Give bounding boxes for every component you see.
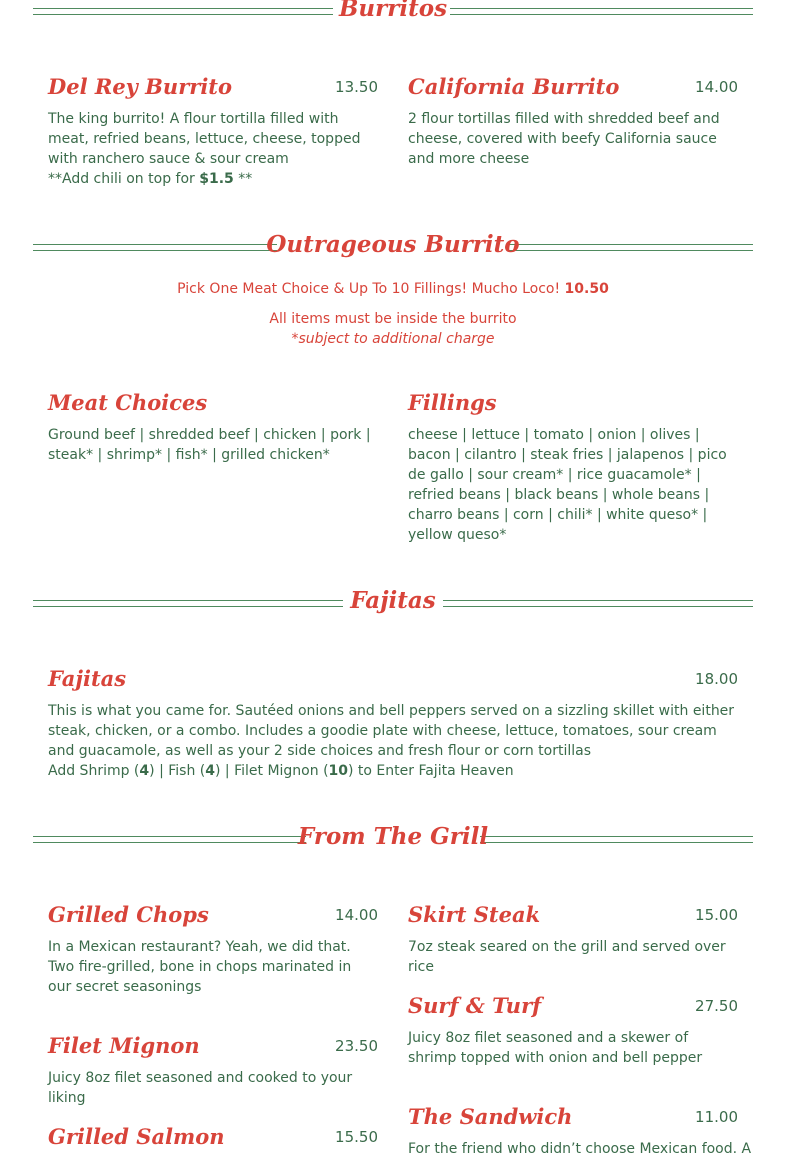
- fillings-title: Fillings: [408, 390, 497, 415]
- fajitas-add-text: ) | Filet Mignon (: [215, 763, 329, 779]
- item-price-filet-mignon: 23.50: [335, 1037, 378, 1055]
- item-title-filet-mignon: Filet Mignon: [48, 1033, 200, 1058]
- section-header-from-the-grill: [33, 824, 753, 854]
- fajitas-add-text: ) | Fish (: [149, 763, 206, 779]
- item-price-surf-and-turf: 27.50: [695, 997, 738, 1015]
- item-title-california-burrito: California Burrito: [408, 74, 620, 99]
- filet-addon-price: 10: [328, 763, 349, 779]
- item-price-skirt-steak: 15.00: [695, 906, 738, 924]
- pitch-text: Pick One Meat Choice & Up To 10 Fillings! Mucho Loco!: [177, 281, 565, 297]
- section-title-fajitas: Fajitas: [350, 587, 436, 614]
- item-title-fajitas: Fajitas: [48, 666, 127, 691]
- meat-choices-title: Meat Choices: [48, 390, 208, 415]
- item-title-grilled-salmon: Grilled Salmon: [48, 1124, 225, 1149]
- section-header-outrageous-burrito: [33, 232, 753, 262]
- section-title-burritos: Burritos: [338, 0, 448, 22]
- item-title-surf-and-turf: Surf & Turf: [408, 993, 542, 1018]
- item-title-del-rey-burrito: Del Rey Burrito: [48, 74, 233, 99]
- item-title-the-sandwich: The Sandwich: [408, 1104, 573, 1129]
- item-price-grilled-salmon: 15.50: [335, 1128, 378, 1146]
- fajitas-add-text: Add Shrimp (: [48, 763, 140, 779]
- desc-text: The king burrito! A flour tortilla filled with meat, refried beans, lettuce, cheese, topped with ranchero sauce & sour cream: [48, 111, 361, 167]
- outrageous-price: 10.50: [564, 281, 609, 297]
- item-desc-del-rey-burrito: [48, 109, 378, 189]
- shrimp-addon-price: 4: [139, 763, 150, 779]
- item-desc-grilled-chops: In a Mexican restaurant? Yeah, we did that. Two fire-grilled, bone in chops marinated in our secret seasonings: [48, 939, 352, 995]
- item-desc-skirt-steak: 7oz steak seared on the grill and served over rice: [408, 939, 726, 975]
- item-desc-the-sandwich: For the friend who didn’t choose Mexican food. A: [408, 1141, 752, 1157]
- item-price-del-rey-burrito: 13.50: [335, 78, 378, 96]
- fillings-list: cheese | lettuce | tomato | onion | olives | bacon | cilantro | steak fries | jalapenos | pico de gallo | sour cream* | rice guacamole* | refried beans | black beans | whole beans | charro beans | corn | chili* | white queso* | yellow queso*: [408, 427, 727, 543]
- item-price-california-burrito: 14.00: [695, 78, 738, 96]
- addon-price: $1.5: [199, 171, 234, 187]
- addon-prefix: **Add chili on top for: [48, 171, 200, 187]
- item-title-grilled-chops: Grilled Chops: [48, 902, 209, 927]
- fajitas-add-text: ) to Enter Fajita Heaven: [348, 763, 514, 779]
- item-price-fajitas: 18.00: [695, 670, 738, 688]
- fajitas-desc-text: This is what you came for. Sautéed onions and bell peppers served on a sizzling skillet with either steak, chicken, or a combo. Includes a goodie plate with cheese, lettuce, tomatoes, sour cream and guacamole, as well as your 2 side choices and fresh flour or corn tortillas: [48, 703, 735, 759]
- item-desc-california-burrito: 2 flour tortillas filled with shredded beef and cheese, covered with beefy California sauce and more cheese: [408, 111, 720, 167]
- item-price-the-sandwich: 11.00: [695, 1108, 738, 1126]
- fish-addon-price: 4: [205, 763, 215, 779]
- item-price-grilled-chops: 14.00: [335, 906, 378, 924]
- item-desc-surf-and-turf: Juicy 8oz filet seasoned and a skewer of shrimp topped with onion and bell pepper: [408, 1030, 703, 1066]
- section-header-fajitas: [33, 588, 753, 618]
- item-title-skirt-steak: Skirt Steak: [408, 902, 541, 927]
- outrageous-pitch: [33, 279, 753, 299]
- section-title-outrageous-burrito: Outrageous Burrito: [266, 231, 520, 258]
- outrageous-subnote: *subject to additional charge: [291, 331, 495, 347]
- section-header-burritos: [33, 0, 753, 26]
- item-desc-filet-mignon: Juicy 8oz filet seasoned and cooked to your liking: [48, 1070, 353, 1106]
- section-title-from-the-grill: From The Grill: [297, 823, 489, 850]
- meat-choices-list: Ground beef | shredded beef | chicken | pork | steak* | shrimp* | fish* | grilled chicken*: [48, 427, 371, 463]
- addon-suffix: **: [233, 171, 253, 187]
- outrageous-note: All items must be inside the burrito: [269, 311, 517, 327]
- item-desc-fajitas: [48, 701, 738, 781]
